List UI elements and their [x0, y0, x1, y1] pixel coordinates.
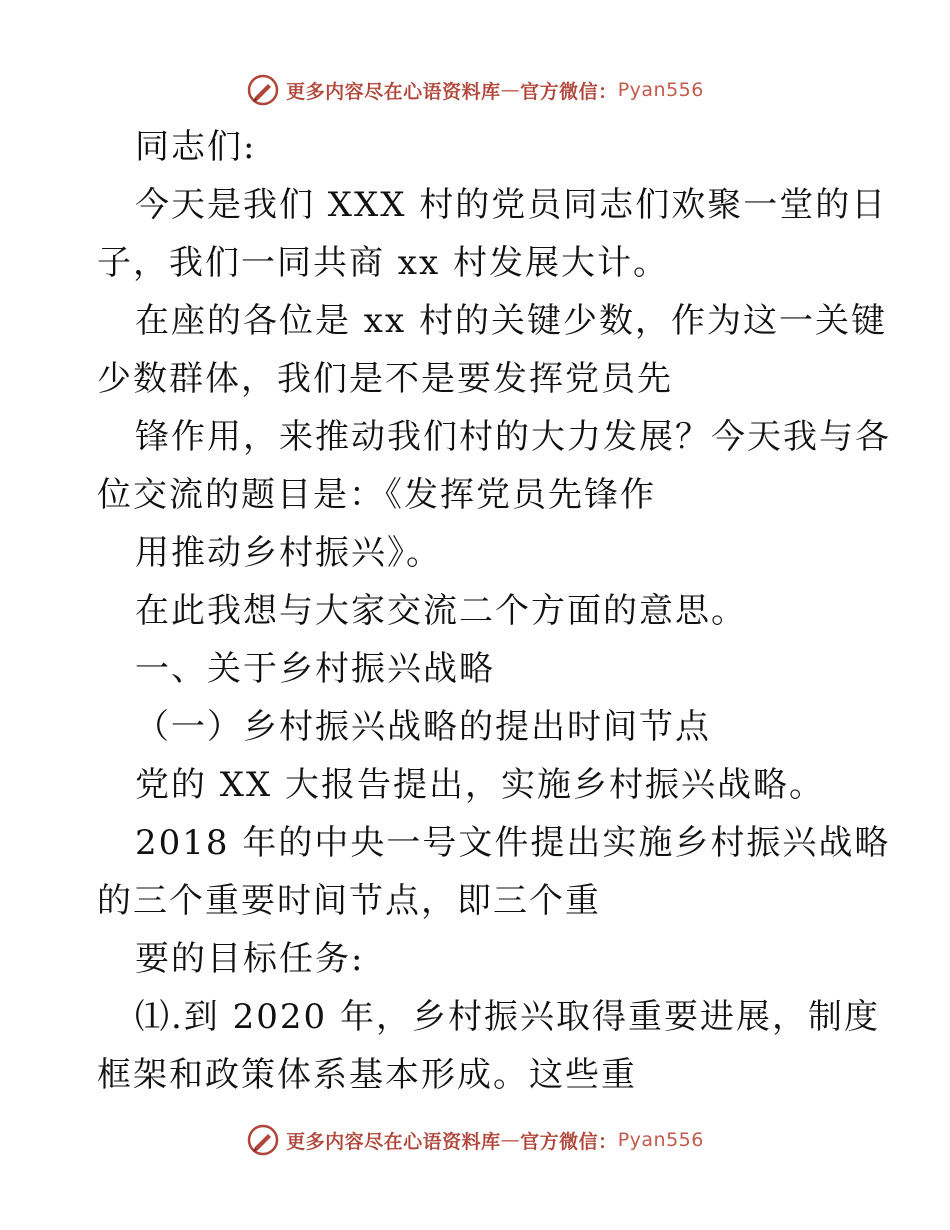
section-heading: 一、关于乡村振兴战略 [135, 649, 495, 689]
text-line: 要的目标任务: [135, 939, 365, 979]
watermark-wechat: Pyan556 [617, 1129, 704, 1151]
pen-logo-icon [246, 73, 280, 107]
text-line: 子，我们一同共商 xx 村发展大计。 [97, 243, 669, 283]
watermark-separator: — [500, 1129, 521, 1151]
watermark-wechat: Pyan556 [617, 79, 704, 101]
document-body [97, 118, 891, 1104]
text-line: 锋作用，来推动我们村的大力发展？今天我与各 [135, 417, 891, 457]
subsection-heading: （一）乡村振兴战略的提出时间节点 [135, 707, 711, 747]
watermark-header [0, 70, 950, 110]
text-line: 少数群体，我们是不是要发挥党员先 [97, 359, 673, 399]
watermark-brand: 更多内容尽在心语资料库 [286, 80, 501, 103]
text-line: 的三个重要时间节点，即三个重 [97, 881, 601, 921]
text-line: 位交流的题目是：《发挥党员先锋作 [97, 475, 656, 515]
text-line: 同志们: [135, 127, 257, 167]
watermark-footer [0, 1120, 950, 1160]
text-line: 在座的各位是 xx 村的关键少数，作为这一关键 [135, 301, 887, 341]
watermark-separator: — [500, 79, 521, 101]
text-line: 今天是我们 XXX 村的党员同志们欢聚一堂的日 [135, 185, 888, 225]
text-line: 在此我想与大家交流二个方面的意思。 [135, 591, 747, 631]
text-line: 框架和政策体系基本形成。这些重 [97, 1055, 637, 1095]
pen-logo-icon [246, 1123, 280, 1157]
list-item: ⑴.到 2020 年，乡村振兴取得重要进展，制度 [135, 997, 880, 1037]
text-line: 2018 年的中央一号文件提出实施乡村振兴战略 [135, 823, 891, 863]
watermark-brand: 更多内容尽在心语资料库 [286, 1130, 501, 1153]
watermark-official: 官方微信： [520, 1130, 618, 1153]
text-line: 党的 XX 大报告提出，实施乡村振兴战略。 [135, 765, 826, 805]
text-line: 用推动乡村振兴》。 [135, 533, 442, 573]
watermark-official: 官方微信： [520, 80, 618, 103]
